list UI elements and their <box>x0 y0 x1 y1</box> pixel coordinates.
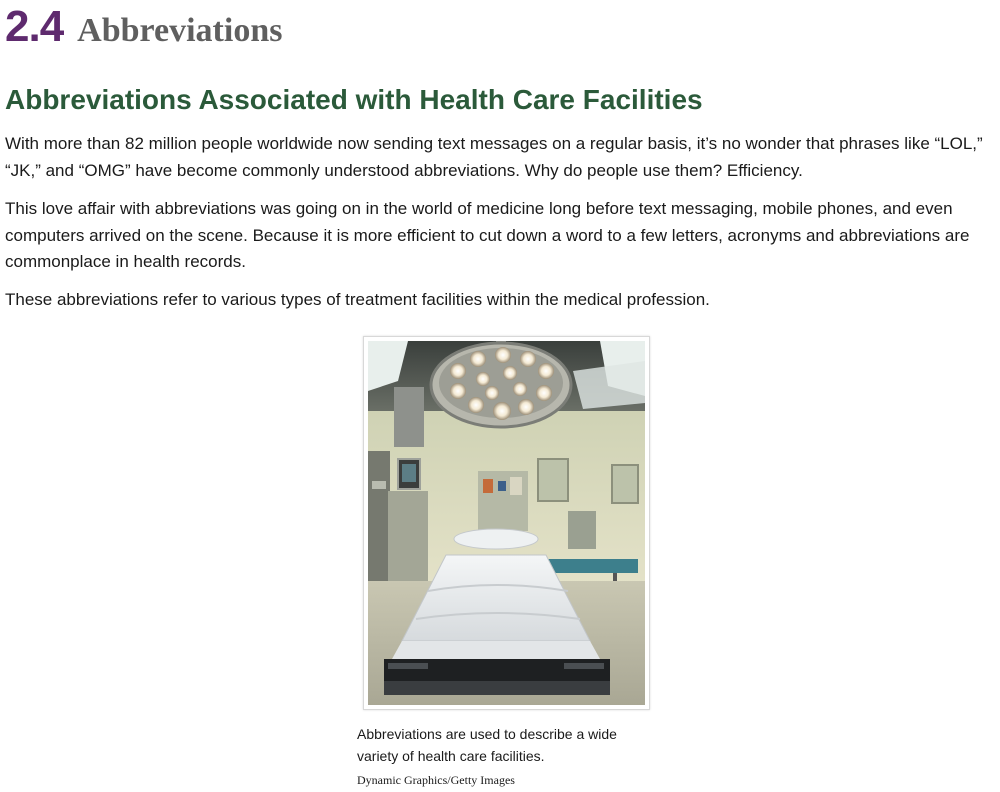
body-paragraph-1: With more than 82 million people worldwide now sending text messages on a regular basis, it’s no wonder that phrases like “LOL,” “JK,” and “OMG” have become commonly understood abbreviations. Why do people use them? Efficiency. <box>5 134 983 180</box>
operating-room-illustration <box>368 341 645 705</box>
section-title: Abbreviations Associated with Health Care Facilities <box>5 84 703 115</box>
figure-caption: Abbreviations are used to describe a wide variety of health care facilities. <box>357 726 617 764</box>
chapter-title: Abbreviations <box>77 12 283 49</box>
wall-window-2 <box>612 465 638 503</box>
body-paragraph-2: This love affair with abbreviations was going on in the world of medicine long before text messaging, mobile phones, and even computers arrived on the scene. Because it is more efficient to cut down a word to a few letters, acronyms and abbreviations are commonplace in health records. <box>5 199 970 271</box>
anesthesia-machine <box>368 451 390 581</box>
chapter-number: 2.4 <box>5 2 64 51</box>
boom-arm <box>394 387 424 447</box>
body-paragraph-3: These abbreviations refer to various types of treatment facilities within the medical profession. <box>5 290 710 309</box>
wall-window-1 <box>538 459 568 501</box>
figure-credit: Dynamic Graphics/Getty Images <box>357 773 515 787</box>
operating-room-photo <box>363 336 650 710</box>
chapter-heading <box>5 2 282 52</box>
